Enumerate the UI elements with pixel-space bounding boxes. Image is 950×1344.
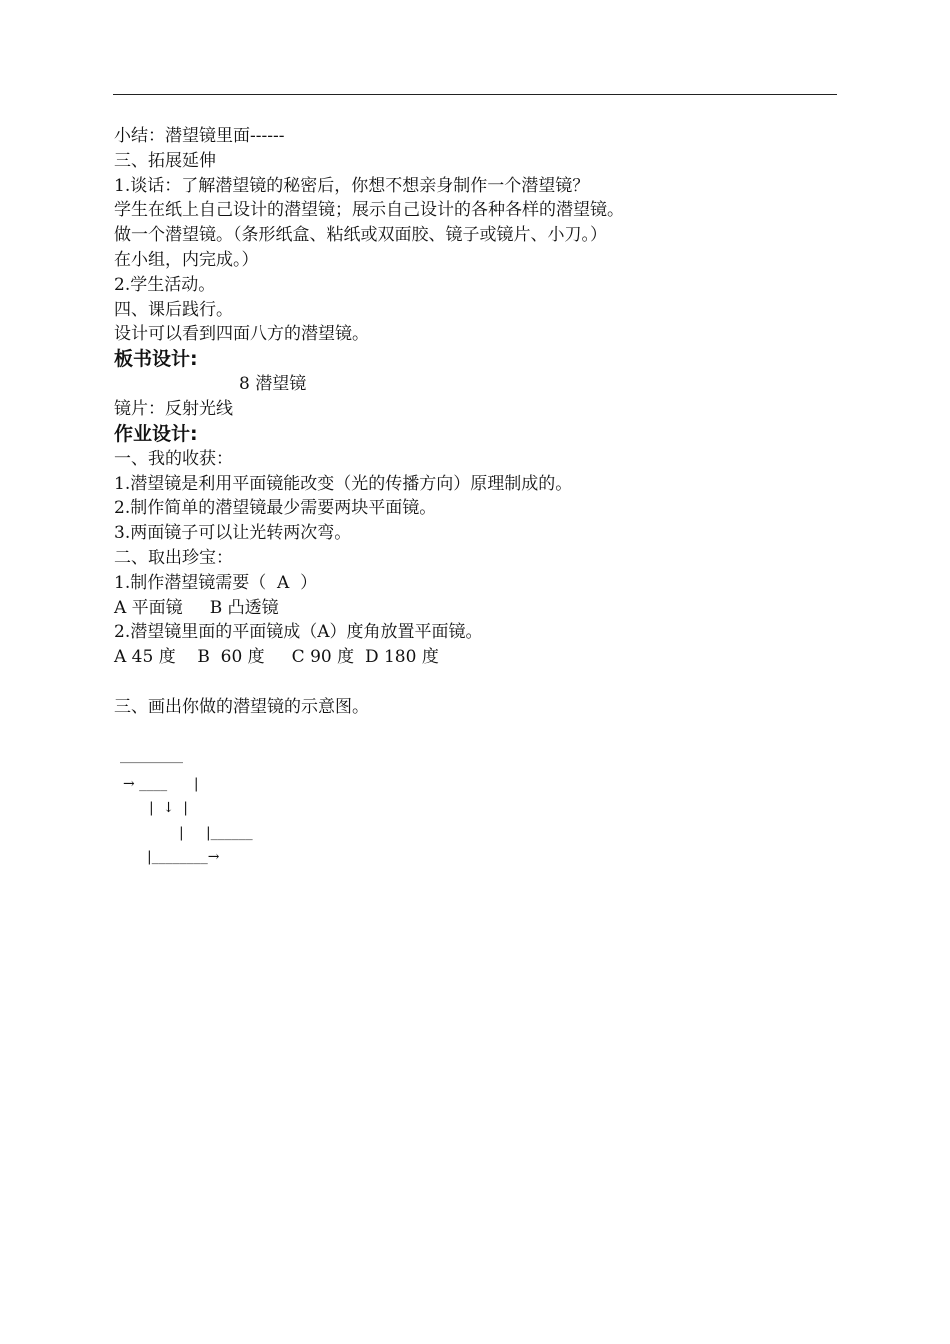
question-4-options: A 平面镜 B 凸透镜 bbox=[114, 597, 279, 618]
blank-line bbox=[114, 670, 838, 695]
question-2: 2.制作简单的潜望镜最少需要两块平面镜。 bbox=[114, 498, 437, 519]
board-line: 镜片：反射光线 bbox=[114, 398, 233, 419]
homework-heading: 作业设计: bbox=[114, 422, 198, 445]
document-body bbox=[114, 124, 838, 720]
summary-line: 小结：潜望镜里面------ bbox=[114, 126, 285, 146]
student-design-line: 学生在纸上自己设计的潜望镜；展示自己设计的各种各样的潜望镜。 bbox=[114, 200, 624, 221]
diagram-row-2: → ____ | bbox=[123, 776, 199, 792]
question-3: 3.两面镜子可以让光转两次弯。 bbox=[114, 523, 352, 544]
group-line: 在小组，内完成。） bbox=[114, 249, 259, 270]
section-extend: 三、拓展延伸 bbox=[114, 150, 216, 171]
board-design-heading: 板书设计: bbox=[114, 348, 198, 371]
section-treasure: 二、取出珍宝： bbox=[114, 547, 233, 568]
diagram-row-3: | ↓ | bbox=[149, 800, 188, 816]
section-practice: 四、课后践行。 bbox=[114, 299, 233, 320]
diagram-row-4: | |______ bbox=[179, 825, 253, 841]
question-1: 1.潜望镜是利用平面镜能改变（光的传播方向）原理制成的。 bbox=[114, 473, 573, 494]
header-rule bbox=[113, 94, 837, 95]
question-5: 2.潜望镜里面的平面镜成（A）度角放置平面镜。 bbox=[114, 622, 483, 643]
periscope-diagram bbox=[118, 748, 318, 878]
section-harvest: 一、我的收获： bbox=[114, 448, 233, 469]
make-periscope-line: 做一个潜望镜。（条形纸盒、粘纸或双面胶、镜子或镜片、小刀。） bbox=[114, 225, 607, 246]
question-4: 1.制作潜望镜需要（ A ） bbox=[114, 572, 318, 593]
question-5-options: A 45 度 B 60 度 C 90 度 D 180 度 bbox=[114, 647, 439, 668]
board-title: 8 潜望镜 bbox=[239, 374, 307, 395]
diagram-row-5: |________→ bbox=[147, 849, 220, 865]
activity-line: 2.学生活动。 bbox=[114, 274, 216, 295]
diagram-row-1: _________ bbox=[120, 748, 183, 764]
design-line: 设计可以看到四面八方的潜望镜。 bbox=[114, 324, 369, 345]
talk-line: 1.谈话：了解潜望镜的秘密后，你想不想亲身制作一个潜望镜？ bbox=[114, 175, 590, 196]
section-draw: 三、画出你做的潜望镜的示意图。 bbox=[114, 696, 369, 717]
